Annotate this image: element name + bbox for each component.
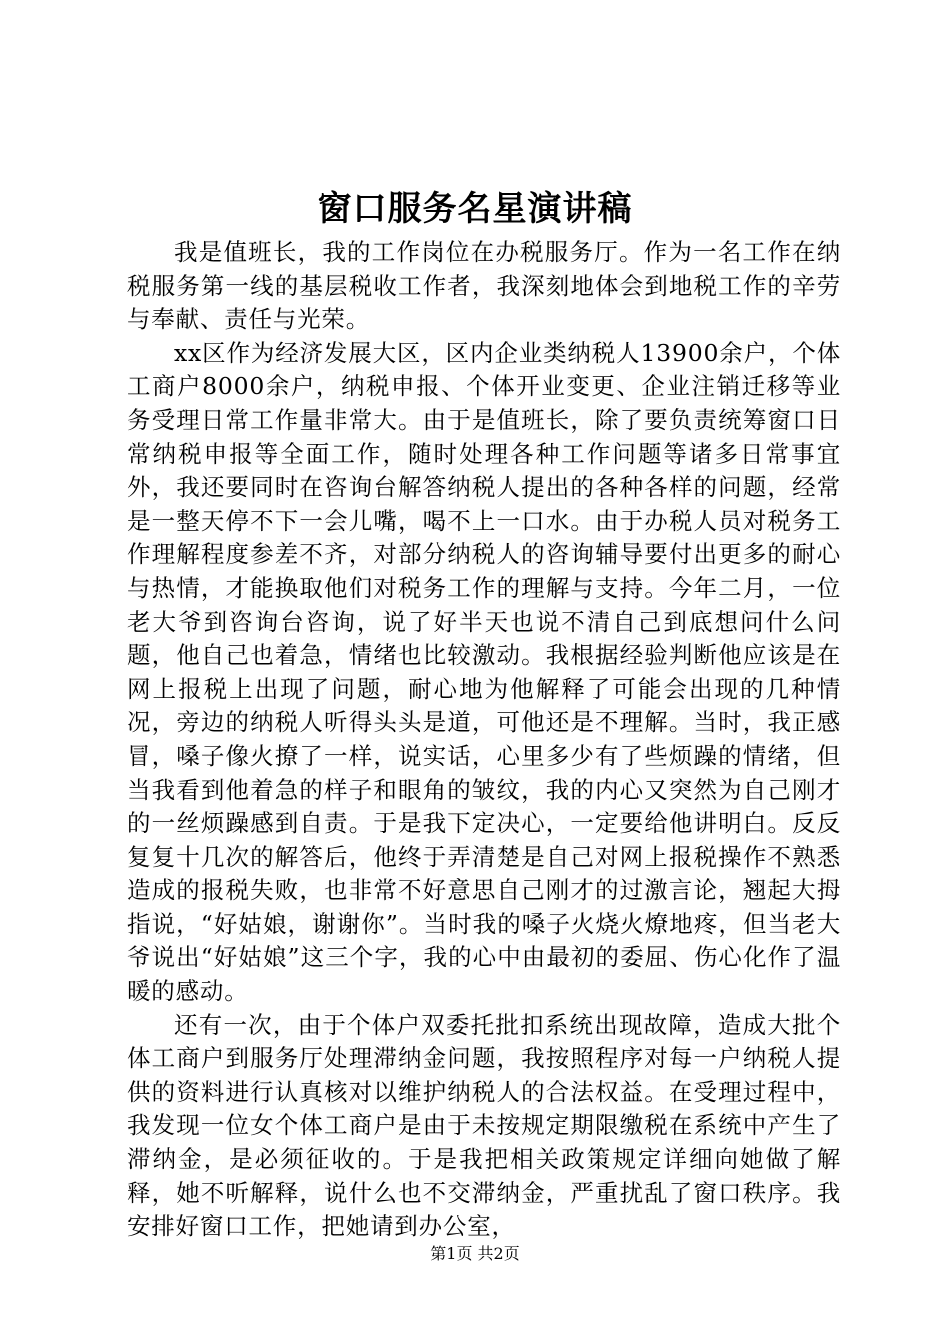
document-title: 窗口服务名星演讲稿	[317, 189, 633, 229]
page-number-footer: 第1页 共2页	[430, 1244, 520, 1263]
document-body	[127, 236, 841, 1244]
paragraph: 还有一次，由于个体户双委托批扣系统出现故障，造成大批个体工商户到服务厅处理滞纳金问题，我按照程序对每一户纳税人提供的资料进行认真核对以维护纳税人的合法权益。在受理过程中，我发现一位女个体工商户是由于未按规定期限缴税在系统中产生了滞纳金，是必须征收的。于是我把相关政策规定详细向她做了解释，她不听解释，说什么也不交滞纳金，严重扰乱了窗口秩序。我安排好窗口工作，把她请到办公室，	[127, 1010, 841, 1241]
paragraph: 我是值班长，我的工作岗位在办税服务厅。作为一名工作在纳税服务第一线的基层税收工作者，我深刻地体会到地税工作的辛劳与奉献、责任与光荣。	[127, 238, 841, 334]
paragraph: xx区作为经济发展大区，区内企业类纳税人13900余户，个体工商户8000余户，纳税申报、个体开业变更、企业注销迁移等业务受理日常工作量非常大。由于是值班长，除了要负责统筹窗口日常纳税申报等全面工作，随时处理各种工作问题等诸多日常事宜外，我还要同时在咨询台解答纳税人提出的各种各样的问题，经常是一整天停不下一会儿嘴，喝不上一口水。由于办税人员对税务工作理解程度参差不齐，对部分纳税人的咨询辅导要付出更多的耐心与热情，才能换取他们对税务工作的理解与支持。今年二月，一位老大爷到咨询台咨询，说了好半天也说不清自己到底想问什么问题，他自己也着急，情绪也比较激动。我根据经验判断他应该是在网上报税上出现了问题，耐心地为他解释了可能会出现的几种情况，旁边的纳税人听得头头是道，可他还是不理解。当时，我正感冒，嗓子像火撩了一样，说实话，心里多少有了些烦躁的情绪，但当我看到他着急的样子和眼角的皱纹，我的内心又突然为自己刚才的一丝烦躁感到自责。于是我下定决心，一定要给他讲明白。反反复复十几次的解答后，他终于弄清楚是自己对网上报税操作不熟悉造成的报税失败，也非常不好意思自己刚才的过激言论，翘起大拇指说，“好姑娘，谢谢你”。当时我的嗓子火烧火燎地疼，但当老大爷说出“好姑娘”这三个字，我的心中由最初的委屈、伤心化作了温暖的感动。	[127, 338, 841, 1006]
